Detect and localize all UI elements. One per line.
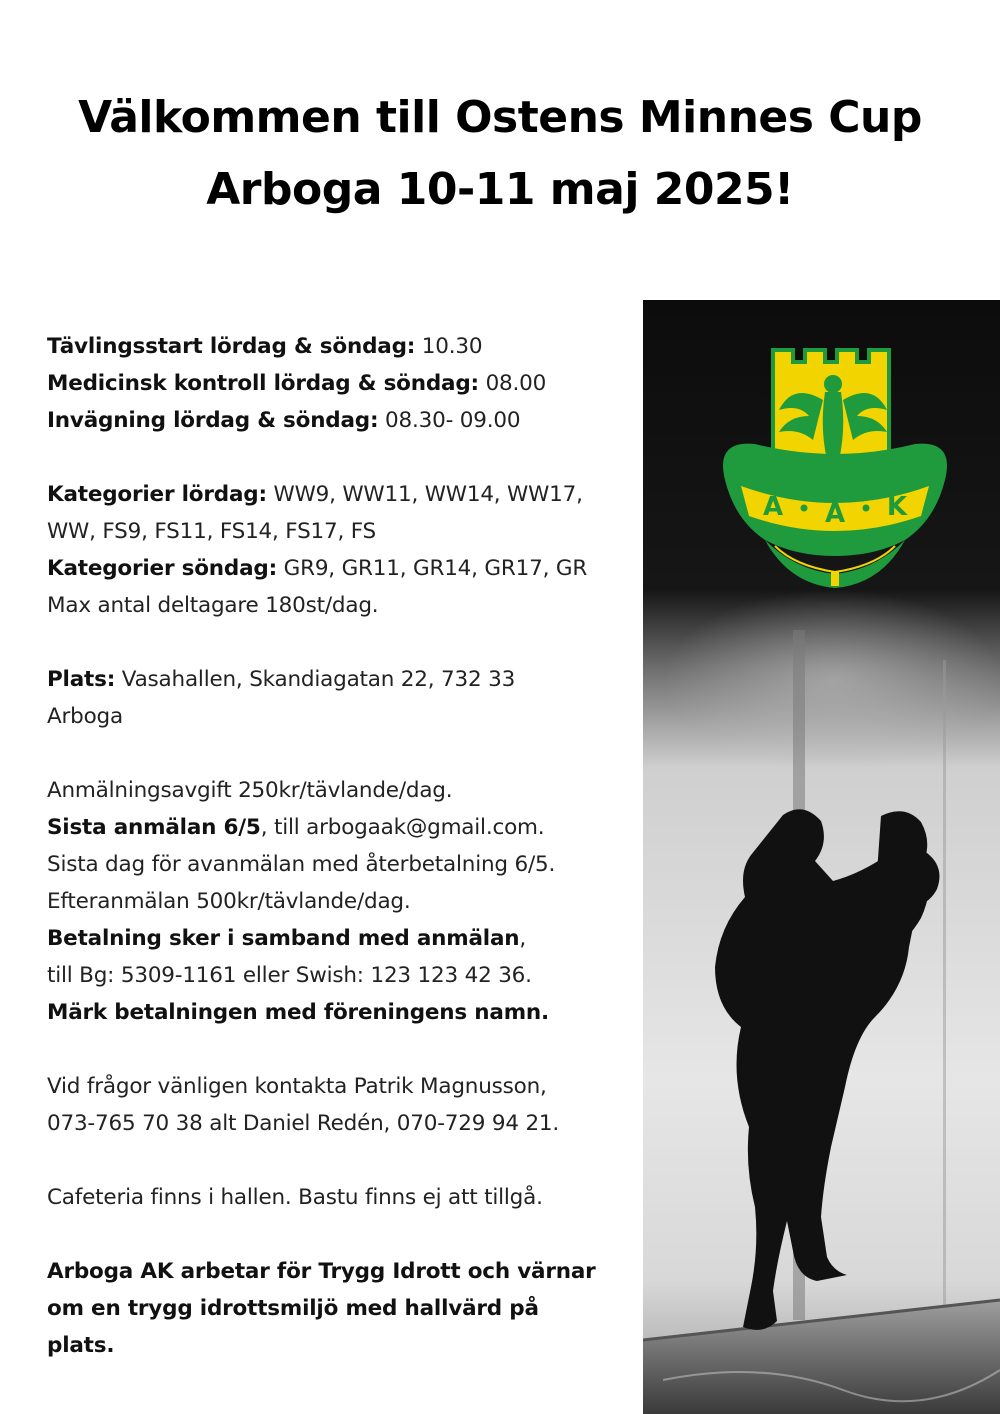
venue-city: Arboga — [47, 704, 123, 729]
aak-club-logo — [715, 340, 955, 590]
weigh-in-time: Invägning lördag & söndag: 08.30- 09.00 — [47, 408, 521, 433]
safety-statement-3: plats. — [47, 1333, 115, 1358]
safety-statement-2: om en trygg idrottsmiljö med hallvärd på — [47, 1296, 539, 1321]
max-participants: Max antal deltagare 180st/dag. — [47, 593, 379, 618]
registration-fee: Anmälningsavgift 250kr/tävlande/dag. — [47, 778, 453, 803]
page-title — [0, 82, 1000, 226]
venue: Plats: Vasahallen, Skandiagatan 22, 732 33 — [47, 667, 516, 692]
logo-letter-3: K — [886, 492, 908, 522]
late-registration: Efteranmälan 500kr/tävlande/dag. — [47, 889, 411, 914]
logo-letter-1: A — [762, 492, 784, 522]
info-text — [47, 328, 627, 1364]
title-line-2: Arboga 10-11 maj 2025! — [206, 164, 794, 215]
categories-sunday: Kategorier söndag: GR9, GR11, GR14, GR17, GR — [47, 556, 588, 581]
payment-details: till Bg: 5309-1161 eller Swish: 123 123 42 36. — [47, 963, 532, 988]
contact-line-2: 073-765 70 38 alt Daniel Redén, 070-729 94 21. — [47, 1111, 560, 1136]
wrestlers-photo — [643, 300, 1000, 1414]
facilities: Cafeteria finns i hallen. Bastu finns ej att tillgå. — [47, 1185, 543, 1210]
logo-letter-2: A — [824, 499, 846, 529]
categories-saturday: Kategorier lördag: WW9, WW11, WW14, WW17, — [47, 482, 583, 507]
medical-check-time: Medicinsk kontroll lördag & söndag: 08.00 — [47, 371, 547, 396]
payment-mark: Märk betalningen med föreningens namn. — [47, 1000, 549, 1025]
payment-info: Betalning sker i samband med anmälan, — [47, 926, 527, 951]
refund-deadline: Sista dag för avanmälan med återbetalning 6/5. — [47, 852, 556, 877]
contact-line-1: Vid frågor vänligen kontakta Patrik Magnusson, — [47, 1074, 547, 1099]
title-line-1: Välkommen till Ostens Minnes Cup — [78, 92, 922, 143]
start-time: Tävlingsstart lördag & söndag: 10.30 — [47, 334, 483, 359]
categories-saturday-cont: WW, FS9, FS11, FS14, FS17, FS — [47, 519, 376, 544]
safety-statement: Arboga AK arbetar för Trygg Idrott och värnar — [47, 1259, 596, 1284]
registration-deadline: Sista anmälan 6/5, till arbogaak@gmail.com. — [47, 815, 545, 840]
